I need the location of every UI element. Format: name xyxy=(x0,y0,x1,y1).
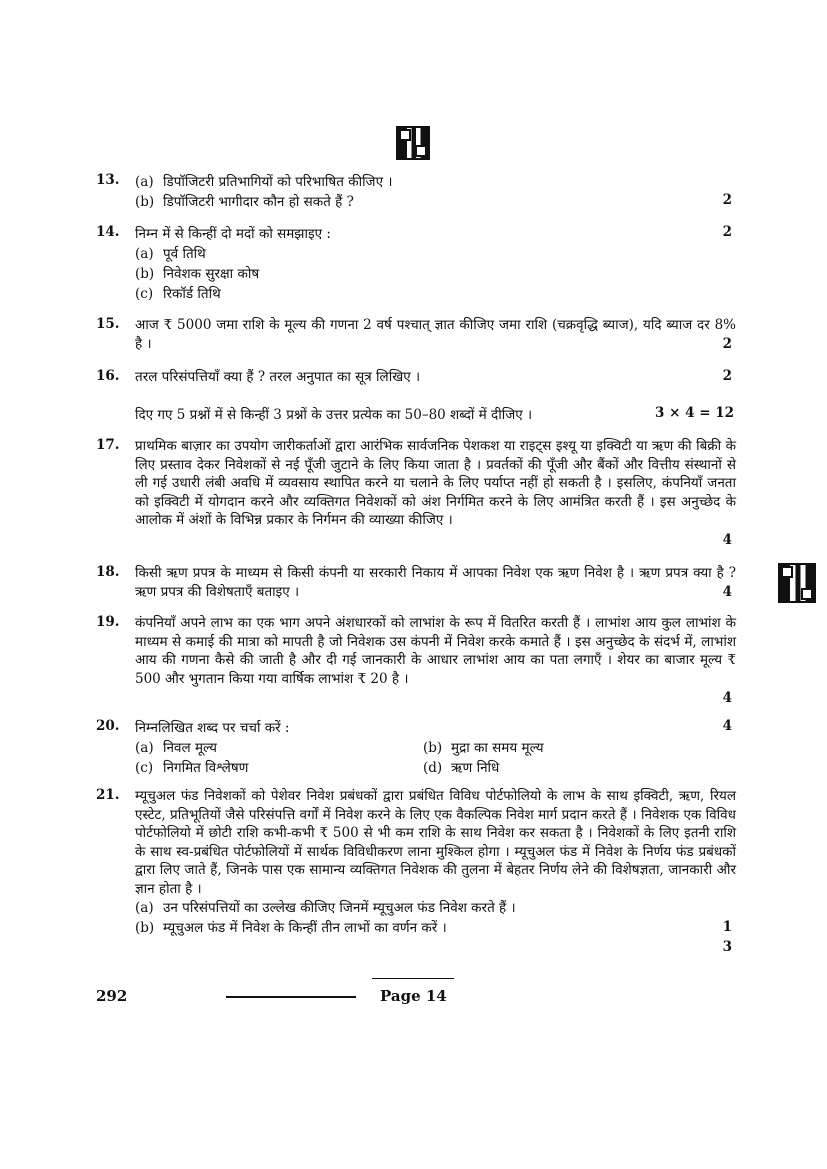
question-number: 19. xyxy=(96,614,120,630)
sub-label: (a) xyxy=(135,900,154,916)
marks: 4 xyxy=(722,584,732,600)
question-16 xyxy=(96,368,736,387)
question-number: 13. xyxy=(96,172,120,188)
question-number: 20. xyxy=(96,718,120,734)
sub-label: (a) xyxy=(135,740,154,756)
section-marks: 3 × 4 = 12 xyxy=(655,405,734,421)
sub-text: उन परिसंपत्तियों का उल्लेख कीजिए जिनमें म्यूचुअल फंड निवेश करते हैं । xyxy=(163,900,516,916)
question-number: 21. xyxy=(96,787,120,803)
marks: 2 xyxy=(722,192,732,208)
marks: 1 xyxy=(722,919,732,935)
sub-label: (a) xyxy=(135,174,154,190)
sub-label: (b) xyxy=(135,920,155,936)
sub-label: (a) xyxy=(135,246,154,262)
question-text: किसी ऋण प्रपत्र के माध्यम से किसी कंपनी या सरकारी निकाय में आपका निवेश एक ऋण निवेश है । ऋण प्रपत्र क्या है ? ऋण प्रपत्र की विशेषताएँ बताइए । xyxy=(135,565,736,600)
marks: 4 xyxy=(722,718,732,734)
question-20 xyxy=(96,718,736,778)
question-number: 15. xyxy=(96,316,120,332)
question-number: 18. xyxy=(96,564,120,580)
question-21 xyxy=(96,787,736,938)
sub-text: निवल मूल्य xyxy=(163,740,218,756)
question-text: तरल परिसंपत्तियाँ क्या हैं ? तरल अनुपात का सूत्र लिखिए । xyxy=(135,369,421,385)
question-19 xyxy=(96,614,736,688)
sub-text: डिपॉजिटरी प्रतिभागियों को परिभाषित कीजिए । xyxy=(163,174,393,190)
question-number: 17. xyxy=(96,437,120,453)
sub-label: (b) xyxy=(423,740,443,756)
page-number: Page 14 xyxy=(380,987,447,1005)
question-number: 14. xyxy=(96,224,120,240)
sub-text: मुद्रा का समय मूल्य xyxy=(451,740,544,756)
section-instruction: दिए गए 5 प्रश्नों में से किन्हीं 3 प्रश्नों के उत्तर प्रत्येक का 50–80 शब्दों में दीजिए । xyxy=(135,407,533,423)
marks: 2 xyxy=(722,336,732,352)
marks: 4 xyxy=(722,532,732,548)
sub-label: (c) xyxy=(135,286,154,302)
question-text: कंपनियाँ अपने लाभ का एक भाग अपने अंशधारकों को लाभांश के रूप में वितरित करती हैं । लाभांश आय कुल लाभांश के माध्यम से कमाई की मात्रा को मापती है जो निवेशक उस कंपनी में निवेश करके कमाते हैं । इस अनुच्छेद के संदर्भ में, लाभांश आय की गणना कैसे की जाती है और दी गई जानकारी के आधार लाभांश आय का पता लगाएँ । शेयर का बाजार मूल्य ₹ 500 और भुगतान किया गया वार्षिक लाभांश ₹ 20 है । xyxy=(135,615,736,687)
sub-text: डिपॉजिटरी भागीदार कौन हो सकते हैं ? xyxy=(163,194,354,210)
sub-label: (c) xyxy=(135,760,154,776)
sub-text: निवेशक सुरक्षा कोष xyxy=(163,266,260,282)
question-14 xyxy=(96,224,736,304)
question-text: आज ₹ 5000 जमा राशि के मूल्य की गणना 2 वर्ष पश्चात् ज्ञात कीजिए जमा राशि (चक्रवृद्धि ब्याज), यदि ब्याज दर 8% है । xyxy=(135,317,736,352)
footer-line xyxy=(226,996,356,998)
question-number: 16. xyxy=(96,368,120,384)
marks: 2 xyxy=(722,224,732,240)
question-text: म्यूचुअल फंड निवेशकों को पेशेवर निवेश प्रबंधकों द्वारा प्रबंधित विविध पोर्टफोलियो के लाभ के साथ इक्विटी, ऋण, रियल एस्टेट, प्रतिभूतियों जैसे परिसंपत्ति वर्गों में निवेश करने के लिए एक वैकल्पिक निवेश मार्ग प्रदान करते हैं । निवेशक एक विविध पोर्टफोलियो में छोटी राशि कभी-कभी ₹ 500 से भी कम राशि के साथ निवेश कर सकता है । निवेशकों के लिए इतनी राशि के साथ स्व-प्रबंधित पोर्टफोलियों में सार्थक विविधीकरण लाना मुश्किल होगा । म्यूचुअल फंड में निवेश के निर्णय फंड प्रबंधकों द्वारा लिए जाते हैं, जिनके पास एक सामान्य व्यक्तिगत निवेशक की तुलना में बेहतर निर्णय लेने की विशेषज्ञता, जानकारी और ज्ञान होता है । xyxy=(135,788,736,897)
marks: 3 xyxy=(722,939,732,955)
question-18 xyxy=(96,564,736,601)
sub-label: (b) xyxy=(135,266,155,282)
sub-text: निगमित विश्लेषण xyxy=(163,760,249,776)
sub-label: (d) xyxy=(423,760,443,776)
paper-code: 292 xyxy=(96,987,128,1005)
sub-label: (b) xyxy=(135,194,155,210)
marks: 4 xyxy=(722,690,732,706)
question-13 xyxy=(96,172,736,212)
sub-text: रिकॉर्ड तिथि xyxy=(163,286,221,302)
question-text: प्राथमिक बाज़ार का उपयोग जारीकर्ताओं द्वारा आरंभिक सार्वजनिक पेशकश या राइट्स इश्यू या इक्विटी या ऋण की बिक्री के लिए प्रस्ताव देकर निवेशकों से नई पूँजी जुटाने के लिए किया जाता है । प्रवर्तकों की पूँजी और बैंकों और वित्तीय संस्थानों से ली गई उधारी लंबी अवधि में व्यवसाय स्थापित करने या चलाने के लिए पर्याप्त नहीं हो सकती है । इसलिए, कंपनियाँ जनता को इक्विटी में योगदान करने और व्यक्तिगत निवेशकों को अंश निर्गमित करने के लिए आमंत्रित करती हैं । इस अनुच्छेद के आलोक में अंशों के विभिन्न प्रकार के निर्गमन की व्याख्या कीजिए । xyxy=(135,438,736,528)
sub-text: पूर्व तिथि xyxy=(163,246,206,262)
question-text: निम्नलिखित शब्द पर चर्चा करें : xyxy=(135,720,290,736)
qr-code-side xyxy=(778,563,816,603)
question-17 xyxy=(96,437,736,530)
question-15 xyxy=(96,316,736,353)
footer-divider xyxy=(372,978,454,979)
sub-text: म्यूचुअल फंड में निवेश के किन्हीं तीन लाभों का वर्णन करें । xyxy=(163,920,447,936)
sub-text: ऋण निधि xyxy=(451,760,500,776)
question-text: निम्न में से किन्हीं दो मदों को समझाइए : xyxy=(135,226,331,242)
marks: 2 xyxy=(722,368,732,384)
qr-code-top xyxy=(396,126,430,160)
